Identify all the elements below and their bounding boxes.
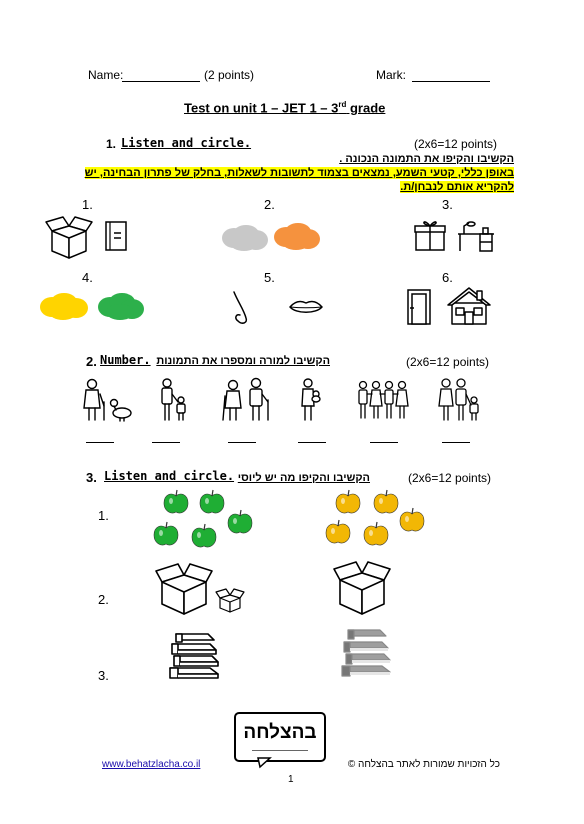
- box-icon[interactable]: [44, 214, 94, 260]
- yellow-apple-icon-3: [400, 508, 424, 531]
- section3-points: (2x6=12 points): [408, 471, 492, 485]
- section3-title: Listen and circle.: [104, 469, 235, 483]
- logo-tagline-line: [252, 750, 308, 751]
- section2-instruction: הקשיבו למורה ומספרו את התמונות: [156, 355, 330, 367]
- section2-number: 2.: [86, 354, 97, 369]
- title-main: Test on unit 1 – JET 1 – 3: [184, 100, 339, 116]
- section3-number: 3.: [86, 470, 97, 485]
- four-children-icon[interactable]: [356, 378, 410, 422]
- mark-label: Mark:: [376, 68, 406, 82]
- grandparents-icon[interactable]: [222, 378, 272, 422]
- desk-icon[interactable]: [456, 220, 496, 252]
- yellow-apple-icon-2: [374, 490, 398, 513]
- s3-item-2-number: 2.: [98, 592, 109, 607]
- section1-title: Listen and circle.: [121, 136, 252, 150]
- title-end: grade: [346, 100, 386, 116]
- grandmother-and-duck-icon[interactable]: [80, 378, 134, 422]
- green-apple-icon-3: [228, 510, 252, 533]
- logo-text: בהצלחה: [243, 722, 317, 743]
- mark-blank[interactable]: [412, 81, 490, 82]
- number-answer-5[interactable]: [370, 442, 398, 443]
- black-books-stack-icon[interactable]: [166, 632, 222, 680]
- s1-item-5-number: 5.: [264, 270, 275, 285]
- name-label: Name:: [88, 68, 124, 82]
- s3-item-1-number: 1.: [98, 508, 109, 523]
- section1-note-line2: להקריא אותם לנבחן/ת.: [400, 181, 514, 193]
- copyright-text: כל הזכויות שמורות לאתר בהצלחה ©: [347, 759, 500, 770]
- book-icon[interactable]: [104, 220, 128, 252]
- section3-instruction: הקשיבו והקיפו מה יש ליוסי: [237, 472, 370, 484]
- section1-note-line1: באופן כללי, קטעי השמע, נמצאים בצמוד לתשובות לשאלות, בחלק של פתרון הבחינה, יש: [84, 167, 514, 179]
- title-sup: rd: [338, 100, 347, 109]
- section1-number: 1.: [106, 137, 117, 151]
- orange-color-blob-icon[interactable]: [272, 222, 322, 252]
- name-blank[interactable]: [122, 81, 200, 82]
- door-icon[interactable]: [404, 288, 434, 326]
- page-number: 1: [288, 774, 294, 785]
- green-apple-icon-5: [192, 524, 216, 547]
- yellow-apples-group-icon[interactable]: [324, 486, 432, 552]
- number-answer-4[interactable]: [298, 442, 326, 443]
- yellow-color-blob-icon[interactable]: [38, 292, 90, 322]
- s1-item-1-number: 1.: [82, 197, 93, 212]
- yellow-apple-icon-1: [336, 490, 360, 513]
- section2-points: (2x6=12 points): [406, 355, 490, 369]
- green-apple-icon-4: [154, 522, 178, 545]
- green-apple-icon-2: [200, 490, 224, 513]
- yellow-apple-icon-4: [326, 520, 350, 543]
- mouth-icon[interactable]: [288, 298, 324, 316]
- one-box-icon[interactable]: [332, 560, 392, 616]
- number-answer-1[interactable]: [86, 442, 114, 443]
- logo-pointer-icon: [258, 758, 270, 768]
- s3-item-3-number: 3.: [98, 668, 109, 683]
- nose-icon[interactable]: [228, 290, 258, 328]
- mother-with-baby-icon[interactable]: [296, 378, 326, 422]
- website-link[interactable]: www.behatzlacha.co.il: [102, 759, 201, 770]
- behatzlacha-logo: [234, 712, 326, 762]
- section2-title: Number.: [100, 353, 151, 367]
- gray-books-stack-icon[interactable]: [338, 626, 394, 678]
- number-answer-2[interactable]: [152, 442, 180, 443]
- gray-color-blob-icon[interactable]: [220, 224, 270, 252]
- section1-instruction: הקשיבו והקיפו את התמונה הנכונה .: [339, 153, 514, 165]
- green-color-blob-icon[interactable]: [96, 292, 146, 322]
- two-boxes-icon[interactable]: [154, 562, 250, 616]
- name-points: (2 points): [204, 68, 255, 82]
- green-apple-icon-1: [164, 490, 188, 513]
- s1-item-6-number: 6.: [442, 270, 453, 285]
- green-apples-group-icon[interactable]: [152, 486, 262, 552]
- father-and-child-icon[interactable]: [158, 378, 188, 422]
- s1-item-2-number: 2.: [264, 197, 275, 212]
- number-answer-6[interactable]: [442, 442, 470, 443]
- test-title: [184, 100, 385, 115]
- number-answer-3[interactable]: [228, 442, 256, 443]
- yellow-apple-icon-5: [364, 522, 388, 545]
- family-icon[interactable]: [438, 378, 480, 422]
- section1-points: (2x6=12 points): [414, 137, 498, 151]
- s1-item-3-number: 3.: [442, 197, 453, 212]
- s1-item-4-number: 4.: [82, 270, 93, 285]
- gift-icon[interactable]: [414, 218, 446, 252]
- house-icon[interactable]: [446, 286, 492, 326]
